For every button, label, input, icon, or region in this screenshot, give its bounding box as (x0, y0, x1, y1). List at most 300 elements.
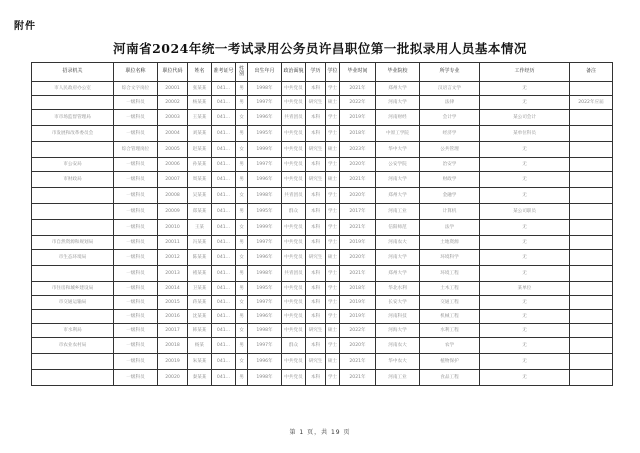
table-cell: 学士 (326, 126, 340, 142)
table-cell: 王某 (188, 220, 212, 236)
table-cell: 学士 (326, 266, 340, 282)
column-header: 出生年月 (248, 63, 282, 82)
table-cell: 女 (236, 354, 248, 370)
table-cell: 市人民政府办公室 (32, 82, 114, 96)
table-cell: 041... (212, 188, 236, 204)
table-cell: 本科 (306, 204, 326, 220)
table-cell: 中共党员 (282, 82, 306, 96)
table-cell: 041... (212, 310, 236, 324)
page-footer: 第 1 页，共 19 页 (289, 429, 351, 436)
column-header: 学历 (306, 63, 326, 82)
table-cell: 冯某某 (188, 236, 212, 250)
table-cell (570, 266, 613, 282)
table-row (32, 310, 613, 324)
table-row (32, 370, 613, 386)
table-cell: 20007 (158, 172, 188, 188)
table-cell: 褚某某 (188, 266, 212, 282)
table-cell: 本科 (306, 296, 326, 310)
table-cell: 硕士 (326, 250, 340, 266)
table-cell: 朱某某 (188, 354, 212, 370)
table-cell: 陈某某 (188, 250, 212, 266)
table-cell: 2019年 (340, 310, 376, 324)
table-cell: 2019年 (340, 110, 376, 126)
table-cell: 1996年 (248, 110, 282, 126)
table-cell: 一级科员 (114, 250, 158, 266)
table-cell: 2023年 (340, 142, 376, 158)
table-cell: 无 (480, 324, 570, 338)
table-cell: 中原工学院 (376, 126, 420, 142)
table-cell: 20014 (158, 282, 188, 296)
table-cell: 秦某某 (188, 370, 212, 386)
table-cell: 某公司会计 (480, 110, 570, 126)
table-cell: 土地资源 (420, 236, 480, 250)
table-cell: 中共党员 (282, 354, 306, 370)
table-cell: 研究生 (306, 354, 326, 370)
table-cell: 2022年 (340, 324, 376, 338)
table-cell (570, 296, 613, 310)
table-cell: 2017年 (340, 204, 376, 220)
table-cell: 041... (212, 142, 236, 158)
table-cell: 机械工程 (420, 310, 480, 324)
personnel-table (31, 62, 613, 386)
table-cell: 无 (480, 338, 570, 354)
table-row (32, 204, 613, 220)
table-cell: 金融学 (420, 188, 480, 204)
table-cell: 041... (212, 250, 236, 266)
table-cell: 河南大学 (376, 172, 420, 188)
table-cell: 041... (212, 354, 236, 370)
table-cell: 某公司职员 (480, 204, 570, 220)
table-cell: 1996年 (248, 354, 282, 370)
table-row (32, 282, 613, 296)
table-cell: 1996年 (248, 250, 282, 266)
table-cell: 本科 (306, 110, 326, 126)
table-cell: 吴某某 (188, 188, 212, 204)
table-cell: 2022年应届 (570, 96, 613, 110)
table-cell: 学士 (326, 236, 340, 250)
table-cell: 本科 (306, 236, 326, 250)
table-cell: 市公安局 (32, 158, 114, 172)
table-row (32, 220, 613, 236)
table-cell: 无 (480, 370, 570, 386)
table-cell: 041... (212, 282, 236, 296)
table-cell: 一级科员 (114, 310, 158, 324)
table-cell: 女 (236, 250, 248, 266)
table-cell: 2021年 (340, 354, 376, 370)
table-cell: 郑某某 (188, 204, 212, 220)
table-cell: 综合文字岗位 (114, 82, 158, 96)
table-row (32, 354, 613, 370)
table-cell: 本科 (306, 82, 326, 96)
table-cell: 1995年 (248, 282, 282, 296)
table-cell: 男 (236, 310, 248, 324)
table-cell: 1997年 (248, 338, 282, 354)
table-cell: 汉语言文学 (420, 82, 480, 96)
table-cell: 041... (212, 266, 236, 282)
table-row (32, 82, 613, 96)
table-cell (32, 204, 114, 220)
table-cell: 1998年 (248, 188, 282, 204)
table-cell: 研究生 (306, 172, 326, 188)
table-cell: 郑州大学 (376, 188, 420, 204)
table-cell: 中共党员 (282, 296, 306, 310)
table-cell: 041... (212, 204, 236, 220)
table-cell: 华中农大 (376, 354, 420, 370)
table-cell: 20003 (158, 110, 188, 126)
table-row (32, 338, 613, 354)
table-cell: 20010 (158, 220, 188, 236)
table-cell: 硕士 (326, 172, 340, 188)
table-cell: 市交通运输局 (32, 296, 114, 310)
table-cell: 女 (236, 324, 248, 338)
table-cell (32, 266, 114, 282)
table-cell: 群众 (282, 204, 306, 220)
table-cell: 研究生 (306, 142, 326, 158)
table-cell (32, 142, 114, 158)
table-cell: 20013 (158, 266, 188, 282)
table-cell: 无 (480, 354, 570, 370)
table-row (32, 142, 613, 158)
table-cell: 信阳师范 (376, 220, 420, 236)
table-cell: 041... (212, 370, 236, 386)
table-cell (570, 338, 613, 354)
table-cell (570, 282, 613, 296)
table-cell: 2020年 (340, 188, 376, 204)
table-cell: 一级科员 (114, 354, 158, 370)
table-cell: 财政学 (420, 172, 480, 188)
table-cell: 河南工业 (376, 370, 420, 386)
table-cell: 环境科学 (420, 250, 480, 266)
table-cell: 市水利局 (32, 324, 114, 338)
table-cell: 本科 (306, 282, 326, 296)
table-cell: 2021年 (340, 82, 376, 96)
table-cell: 市农业农村局 (32, 338, 114, 354)
table-cell: 本科 (306, 126, 326, 142)
table-cell: 2021年 (340, 172, 376, 188)
column-header: 招录机关 (32, 63, 114, 82)
table-cell: 20005 (158, 142, 188, 158)
table-cell: 1997年 (248, 158, 282, 172)
table-cell: 河南科技 (376, 310, 420, 324)
table-cell: 学士 (326, 204, 340, 220)
table-cell: 治安学 (420, 158, 480, 172)
table-cell: 郑州大学 (376, 266, 420, 282)
table-cell: 无 (480, 172, 570, 188)
table-cell: 20011 (158, 236, 188, 250)
table-cell: 本科 (306, 370, 326, 386)
table-cell: 男 (236, 204, 248, 220)
column-header: 学位 (326, 63, 340, 82)
table-cell: 硕士 (326, 354, 340, 370)
table-cell: 共青团员 (282, 110, 306, 126)
table-cell: 20016 (158, 310, 188, 324)
table-row (32, 324, 613, 338)
table-cell: 植物保护 (420, 354, 480, 370)
table-cell: 一级科员 (114, 220, 158, 236)
table-cell: 市发展和改革委员会 (32, 126, 114, 142)
table-cell: 共青团员 (282, 188, 306, 204)
table-cell: 共青团员 (282, 266, 306, 282)
table-cell: 研究生 (306, 324, 326, 338)
table-cell: 男 (236, 96, 248, 110)
table-cell: 杨某某 (188, 96, 212, 110)
column-header: 性别 (236, 63, 248, 82)
table-cell: 河海大学 (376, 324, 420, 338)
table-cell (570, 142, 613, 158)
table-cell: 20001 (158, 82, 188, 96)
table-cell: 会计学 (420, 110, 480, 126)
table-cell: 本科 (306, 266, 326, 282)
table-cell: 041... (212, 324, 236, 338)
table-cell: 孙某某 (188, 158, 212, 172)
table-cell: 女 (236, 296, 248, 310)
table-cell: 无 (480, 266, 570, 282)
table-cell: 20020 (158, 370, 188, 386)
table-cell: 1996年 (248, 310, 282, 324)
table-cell: 20017 (158, 324, 188, 338)
table-row (32, 236, 613, 250)
table-cell: 法律 (420, 96, 480, 110)
table-cell: 一级科员 (114, 172, 158, 188)
table-cell: 郑州大学 (376, 82, 420, 96)
table-row (32, 110, 613, 126)
table-cell: 一级科员 (114, 204, 158, 220)
table-cell: 041... (212, 172, 236, 188)
table-cell: 无 (480, 158, 570, 172)
table-cell: 20019 (158, 354, 188, 370)
table-cell: 041... (212, 236, 236, 250)
table-cell: 2018年 (340, 282, 376, 296)
table-cell: 本科 (306, 338, 326, 354)
table-cell: 蒋某某 (188, 296, 212, 310)
table-cell: 河南大学 (376, 96, 420, 110)
table-cell: 杨某 (188, 338, 212, 354)
column-header: 姓名 (188, 63, 212, 82)
table-cell: 学士 (326, 338, 340, 354)
table-cell: 河南农大 (376, 338, 420, 354)
table-cell (570, 250, 613, 266)
table-cell (32, 188, 114, 204)
table-cell: 1999年 (248, 142, 282, 158)
table-cell: 中共党员 (282, 236, 306, 250)
table-cell: 河南工业 (376, 204, 420, 220)
table-cell: 一级科员 (114, 236, 158, 250)
table-cell: 男 (236, 338, 248, 354)
table-cell: 华北水利 (376, 282, 420, 296)
table-cell: 中共党员 (282, 282, 306, 296)
table-cell: 一级科员 (114, 158, 158, 172)
table-cell: 中共党员 (282, 250, 306, 266)
table-cell: 学士 (326, 296, 340, 310)
table-cell: 水利工程 (420, 324, 480, 338)
column-header: 准考证号 (212, 63, 236, 82)
table-cell: 1997年 (248, 236, 282, 250)
table-cell (570, 324, 613, 338)
table-cell: 中共党员 (282, 96, 306, 110)
table-cell: 2019年 (340, 236, 376, 250)
table-cell (570, 354, 613, 370)
table-cell: 20002 (158, 96, 188, 110)
table-cell: 法学 (420, 220, 480, 236)
table-cell (570, 110, 613, 126)
table-cell: 男 (236, 370, 248, 386)
table-cell: 中共党员 (282, 158, 306, 172)
table-cell: 1997年 (248, 96, 282, 110)
column-header: 工作经历 (480, 63, 570, 82)
table-cell: 1998年 (248, 324, 282, 338)
column-header: 毕业时间 (340, 63, 376, 82)
table-cell: 赵某某 (188, 142, 212, 158)
table-cell (570, 204, 613, 220)
table-cell: 交通工程 (420, 296, 480, 310)
table-cell: 2019年 (340, 296, 376, 310)
table-cell: 20018 (158, 338, 188, 354)
table-cell: 20006 (158, 158, 188, 172)
table-cell (570, 82, 613, 96)
table-cell: 2021年 (340, 266, 376, 282)
table-cell: 2021年 (340, 370, 376, 386)
table-cell: 学士 (326, 188, 340, 204)
table-cell (32, 370, 114, 386)
table-cell: 长安大学 (376, 296, 420, 310)
table-cell: 男 (236, 82, 248, 96)
table-cell: 20008 (158, 188, 188, 204)
table-cell: 环境工程 (420, 266, 480, 282)
table-cell: 041... (212, 296, 236, 310)
table-cell (570, 236, 613, 250)
table-cell: 市财政局 (32, 172, 114, 188)
table-cell: 某单位 (480, 282, 570, 296)
table-cell: 刘某某 (188, 126, 212, 142)
table-header-row (32, 63, 613, 82)
table-cell: 女 (236, 188, 248, 204)
table-cell: 市生态环境局 (32, 250, 114, 266)
table-cell: 本科 (306, 310, 326, 324)
table-cell (570, 172, 613, 188)
table-cell: 1996年 (248, 172, 282, 188)
table-cell: 无 (480, 96, 570, 110)
table-row (32, 126, 613, 142)
table-cell: 1998年 (248, 82, 282, 96)
table-cell: 20012 (158, 250, 188, 266)
table-cell: 王某某 (188, 110, 212, 126)
table-cell: 2020年 (340, 158, 376, 172)
table-cell: 无 (480, 310, 570, 324)
column-header: 所学专业 (420, 63, 480, 82)
table-cell: 041... (212, 338, 236, 354)
table-cell: 无 (480, 188, 570, 204)
table-cell: 韩某某 (188, 324, 212, 338)
table-cell: 公共管理 (420, 142, 480, 158)
table-cell (32, 310, 114, 324)
column-header: 政治面貌 (282, 63, 306, 82)
table-cell: 学士 (326, 158, 340, 172)
table-cell: 某单位科员 (480, 126, 570, 142)
table-cell (570, 126, 613, 142)
table-cell: 学士 (326, 282, 340, 296)
table-cell: 本科 (306, 220, 326, 236)
table-body (32, 82, 613, 386)
table-cell: 研究生 (306, 96, 326, 110)
table-cell: 2020年 (340, 338, 376, 354)
page-title: 河南省2024年统一考试录用公务员许昌职位第一批拟录用人员基本情况 (113, 41, 527, 56)
table-cell: 中共党员 (282, 324, 306, 338)
table-cell: 无 (480, 82, 570, 96)
table-cell: 农学 (420, 338, 480, 354)
table-cell: 无 (480, 236, 570, 250)
table-cell: 本科 (306, 158, 326, 172)
table-cell: 本科 (306, 188, 326, 204)
table-cell: 一级科员 (114, 96, 158, 110)
column-header: 备注 (570, 63, 613, 82)
table-cell: 无 (480, 142, 570, 158)
table-cell: 男 (236, 126, 248, 142)
table-row (32, 296, 613, 310)
column-header: 职位代码 (158, 63, 188, 82)
table-cell: 综合管理岗位 (114, 142, 158, 158)
table-cell: 2021年 (340, 220, 376, 236)
table-cell: 20004 (158, 126, 188, 142)
table-cell (32, 220, 114, 236)
table-cell (32, 354, 114, 370)
table-row (32, 250, 613, 266)
table-cell: 硕士 (326, 324, 340, 338)
table-cell (570, 188, 613, 204)
table-cell: 041... (212, 110, 236, 126)
table-cell: 一级科员 (114, 126, 158, 142)
table-row (32, 172, 613, 188)
table-cell: 男 (236, 158, 248, 172)
table-cell: 一级科员 (114, 282, 158, 296)
table-cell: 无 (480, 296, 570, 310)
table-cell: 中共党员 (282, 172, 306, 188)
table-cell: 1995年 (248, 126, 282, 142)
table-cell: 041... (212, 82, 236, 96)
table-cell: 中共党员 (282, 370, 306, 386)
table-cell: 群众 (282, 338, 306, 354)
column-header: 职位名称 (114, 63, 158, 82)
table-cell: 河南财经 (376, 110, 420, 126)
table-cell: 041... (212, 126, 236, 142)
column-header: 毕业院校 (376, 63, 420, 82)
table-cell: 计算机 (420, 204, 480, 220)
table-cell: 女 (236, 142, 248, 158)
table-cell: 研究生 (306, 250, 326, 266)
table-cell: 一级科员 (114, 188, 158, 204)
table-cell: 1995年 (248, 204, 282, 220)
table-cell: 学士 (326, 82, 340, 96)
table-cell: 学士 (326, 220, 340, 236)
table-cell: 一级科员 (114, 370, 158, 386)
table-cell: 男 (236, 236, 248, 250)
table-cell: 男 (236, 282, 248, 296)
table-cell (570, 158, 613, 172)
table-cell: 20015 (158, 296, 188, 310)
table-cell: 一级科员 (114, 110, 158, 126)
table-cell: 硕士 (326, 142, 340, 158)
table-cell: 经济学 (420, 126, 480, 142)
table-cell: 男 (236, 172, 248, 188)
table-cell: 041... (212, 220, 236, 236)
table-cell: 1998年 (248, 266, 282, 282)
table-cell: 张某某 (188, 82, 212, 96)
table-cell: 卫某某 (188, 282, 212, 296)
table-cell: 学士 (326, 110, 340, 126)
table-cell: 周某某 (188, 172, 212, 188)
table-cell (570, 370, 613, 386)
table-cell: 中共党员 (282, 142, 306, 158)
table-cell: 男 (236, 266, 248, 282)
